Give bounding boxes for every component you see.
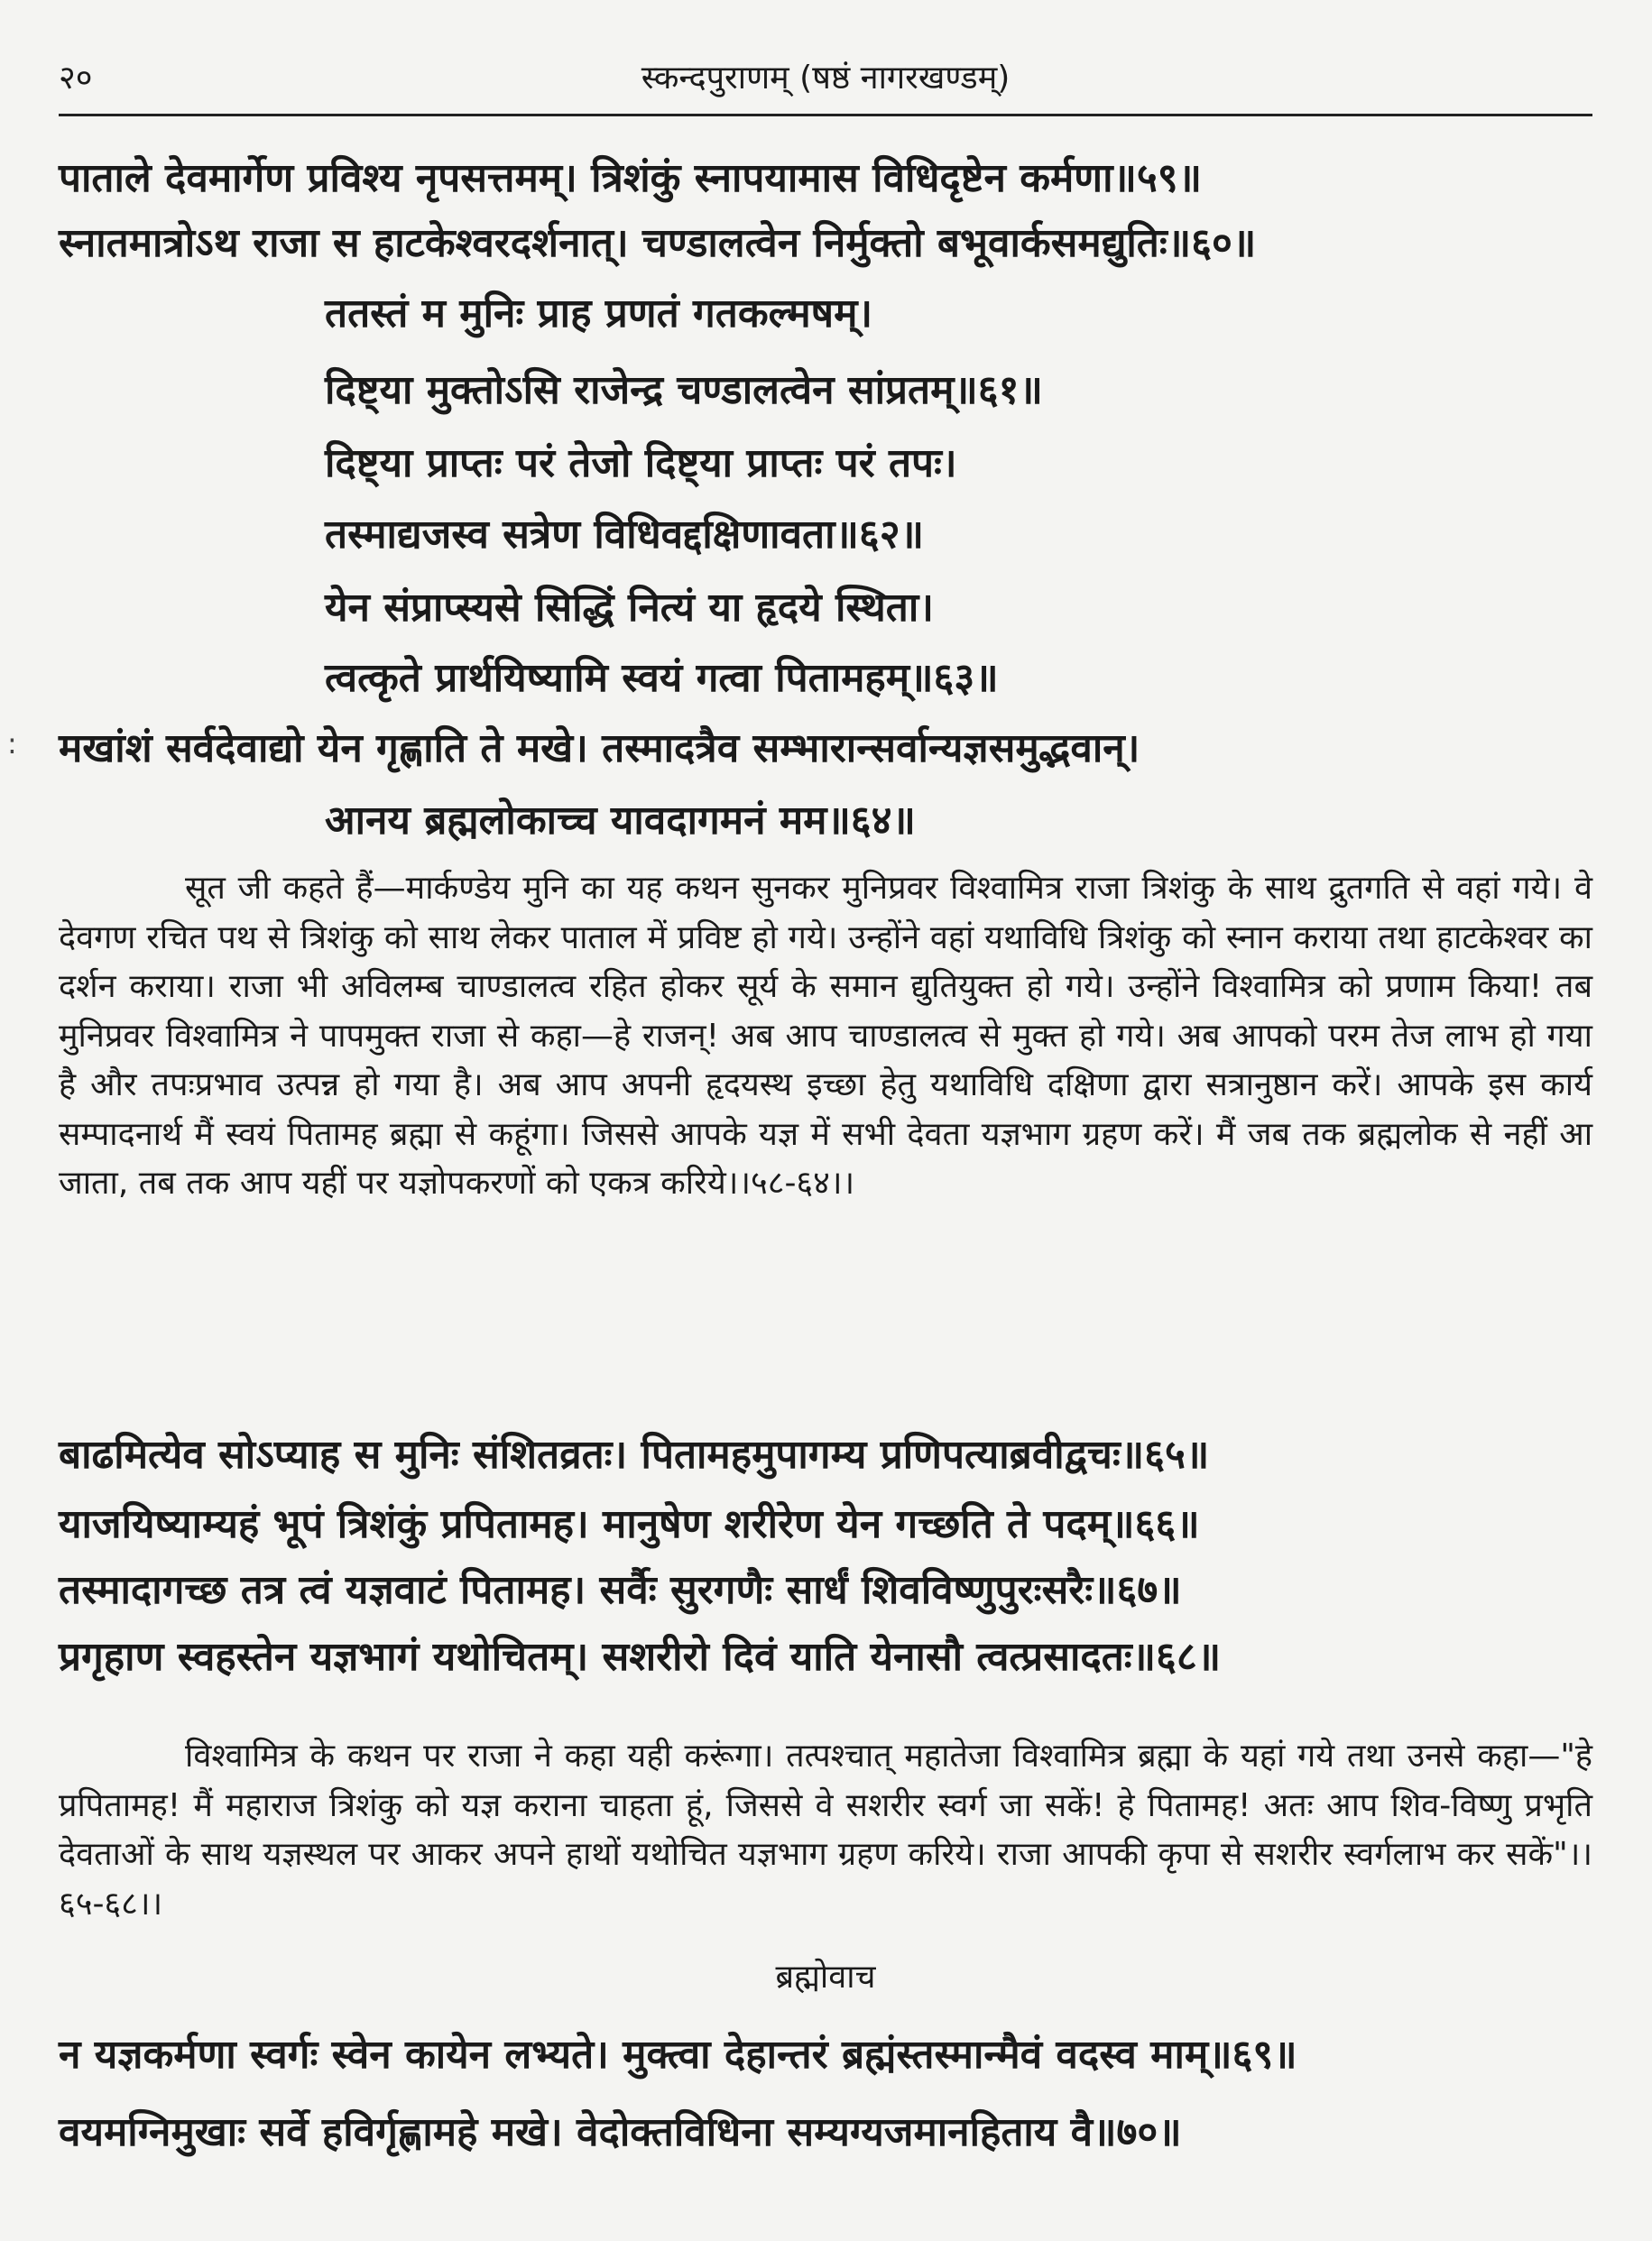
- translation-65-68: [59, 1732, 1592, 1929]
- verse-62a: दिष्ट्या प्राप्तः परं तेजो दिष्ट्या प्राप्तः परं तपः।: [325, 440, 957, 486]
- header-rule: [59, 114, 1592, 116]
- verse-67: तस्मादागच्छ तत्र त्वं यज्ञवाटं पितामह। सर्वैः सुरगणैः सार्धं शिवविष्णुपुरःसरैः॥६७॥: [59, 1567, 1182, 1613]
- running-title: स्कन्दपुराणम् (षष्ठं नागरखण्डम्): [641, 60, 1011, 97]
- translation-paragraph: विश्वामित्र के कथन पर राजा ने कहा यही करूंगा। तत्पश्चात् महातेजा विश्वामित्र ब्रह्मा के यहां गये तथा उनसे कहा—"हे प्रपितामह! मैं महाराज त्रिशंकु को यज्ञ कराना चाहता हूं, जिससे वे सशरीर स्वर्ग जा सकें! हे पितामह! अतः आप शिव-विष्णु प्रभृति देवताओं के साथ यज्ञस्थल पर आकर अपने हाथों यथोचित यज्ञभाग ग्रहण करिये। राजा आपकी कृपा से सशरीर स्वर्गलाभ कर सकें"।।६५-६८।।: [59, 1738, 1592, 1923]
- verse-66: याजयिष्याम्यहं भूपं त्रिशंकुं प्रपितामह। मानुषेण शरीरेण येन गच्छति ते पदम्॥६६॥: [59, 1501, 1200, 1547]
- speaker-heading: ब्रह्मोवाच: [775, 1959, 876, 1996]
- verse-62b: तस्माद्यजस्व सत्रेण विधिवद्दक्षिणावता॥६२॥: [325, 512, 924, 558]
- verse-61b: दिष्ट्या मुक्तोऽसि राजेन्द्र चण्डालत्वेन सांप्रतम्॥६१॥: [325, 367, 1043, 413]
- verse-59: पाताले देवमार्गेण प्रविश्य नृपसत्तमम्। त्रिशंकुं स्नापयामास विधिदृष्टेन कर्मणा॥५९॥: [59, 155, 1202, 201]
- verse-65: बाढमित्येव सोऽप्याह स मुनिः संशितव्रतः। पितामहमुपागम्य प्रणिपत्याब्रवीद्वचः॥६५॥: [59, 1432, 1210, 1478]
- margin-mark: :: [7, 726, 17, 761]
- verse-68: प्रगृहाण स्वहस्तेन यज्ञभागं यथोचितम्। सशरीरो दिवं याति येनासौ त्वत्प्रसादतः॥६८॥: [59, 1634, 1222, 1680]
- verse-61a: ततस्तं म मुनिः प्राह प्रणतं गतकल्मषम्।: [325, 290, 873, 337]
- verse-64a: मखांशं सर्वदेवाद्यो येन गृह्णाति ते मखे। तस्मादत्रैव सम्भारान्सर्वान्यज्ञसमुद्भवान्।: [59, 725, 1140, 771]
- verse-63b: त्वत्कृते प्रार्थयिष्यामि स्वयं गत्वा पितामहम्॥६३॥: [325, 655, 999, 701]
- page-header: [59, 54, 1592, 105]
- verse-64b: आनय ब्रह्मलोकाच्च यावदागमनं मम॥६४॥: [325, 798, 916, 844]
- page-number: २०: [59, 60, 93, 97]
- verse-63a: येन संप्राप्स्यसे सिद्धिं नित्यं या हृदये स्थिता।: [325, 585, 934, 631]
- verse-70: वयमग्निमुखाः सर्वे हविर्गृह्णामहे मखे। वेदोक्तविधिना सम्यग्यजमानहिताय वै॥७०॥: [59, 2109, 1182, 2155]
- translation-paragraph: सूत जी कहते हैं—मार्कण्डेय मुनि का यह कथन सुनकर मुनिप्रवर विश्वामित्र राजा त्रिशंकु के साथ द्रुतगति से वहां गये। वे देवगण रचित पथ से त्रिशंकु को साथ लेकर पाताल में प्रविष्ट हो गये। उन्होंने वहां यथाविधि त्रिशंकु को स्नान कराया तथा हाटकेश्वर का दर्शन कराया। राजा भी अविलम्ब चाण्डालत्व रहित होकर सूर्य के समान द्युतियुक्त हो गये। उन्होंने विश्वामित्र को प्रणाम किया! तब मुनिप्रवर विश्वामित्र ने पापमुक्त राजा से कहा—हे राजन्! अब आप चाण्डालत्व से मुक्त हो गये। अब आपको परम तेज लाभ हो गया है और तपःप्रभाव उत्पन्न हो गया है। अब आप अपनी हृदयस्थ इच्छा हेतु यथाविधि दक्षिणा द्वारा सत्रानुष्ठान करें। आपके इस कार्य सम्पादनार्थ मैं स्वयं पितामह ब्रह्मा से कहूंगा। जिससे आपके यज्ञ में सभी देवता यज्ञभाग ग्रहण करें। मैं जब तक ब्रह्मलोक से नहीं आ जाता, तब तक आप यहीं पर यज्ञोपकरणों को एकत्र करिये।।५८-६४।।: [59, 870, 1592, 1202]
- verse-69: न यज्ञकर्मणा स्वर्गः स्वेन कायेन लभ्यते। मुक्त्वा देहान्तरं ब्रह्मंस्तस्मान्मैवं वदस्व माम्॥६९॥: [59, 2032, 1297, 2078]
- translation-58-64: [59, 864, 1592, 1209]
- verse-60: स्नातमात्रोऽथ राजा स हाटकेश्वरदर्शनात्। चण्डालत्वेन निर्मुक्तो बभूवार्कसमद्युतिः॥६०॥: [59, 220, 1257, 266]
